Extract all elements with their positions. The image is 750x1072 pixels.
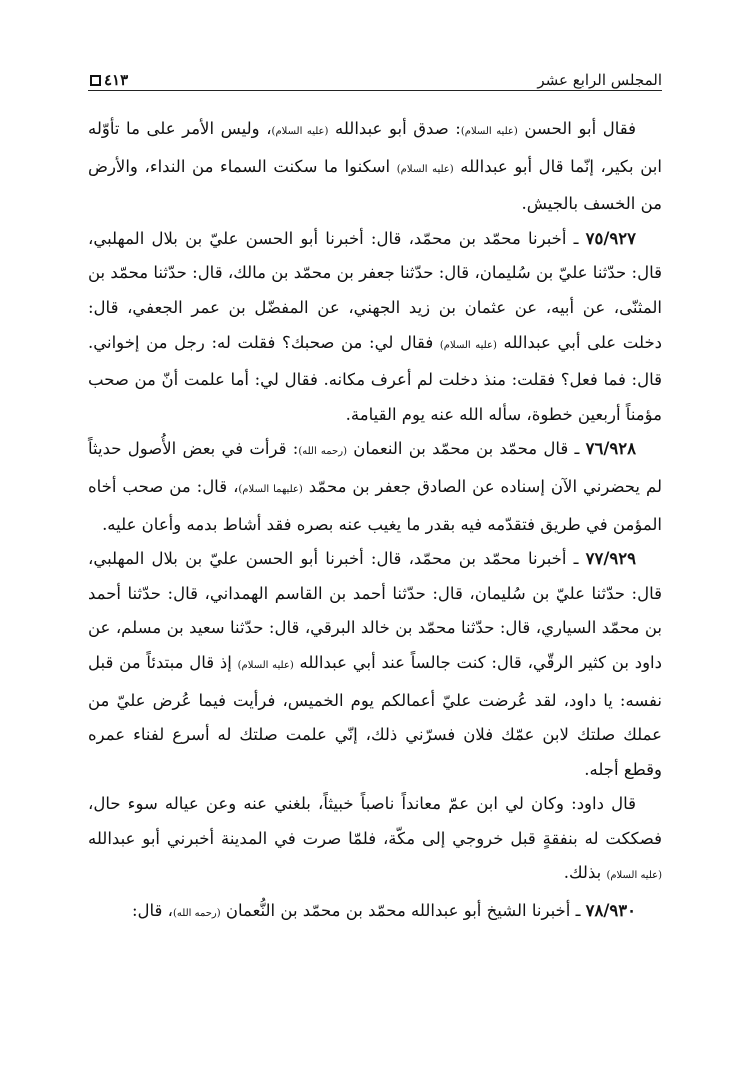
text-segment: : قرأت في بعض الأُصول حديثاً لم يحضرني الآن إسناده عن الصادق جعفر بن محمّد <box>88 439 663 496</box>
hadith-number: ٧٥/٩٢٧ <box>585 228 636 248</box>
text-segment: ، قال: <box>131 901 174 921</box>
text-segment: فقال لي: من صحبك؟ فقلت له: رجل من إخواني. قال: فما فعل؟ فقلت: منذ دخلت لم أعرف مكانه. فقال لي: أما علمت أنّ من صحب مؤمناً أربعين خطوة، سأله الله عنه يوم القيامة. <box>88 332 662 424</box>
text-segment: بذلك. <box>563 863 607 883</box>
text-segment: فقال أبو الحسن <box>517 119 636 138</box>
hadith-number: ٧٨/٩٣٠ <box>585 901 636 921</box>
honorific: (عليه السلام) <box>396 163 454 175</box>
hadith-number: ٧٦/٩٢٨ <box>585 439 636 459</box>
text-segment: قال داود: وكان لي ابن عمّ معانداً ناصباً خبيثاً، بلغني عنه وعن عياله سوء حال، فصككت له بنفقةٍ قبل خروجي إلى مكّة، فلمّا صرت في المدينة أخبرني أبو عبدالله <box>88 794 662 848</box>
honorific: (عليه السلام) <box>606 870 662 882</box>
text-segment: ، قال: من صحب أخاه المؤمن في طريق فتقدّمه فيه بقدر ما يغيب عنه بصره فقد أشاط بدمه وأعان عليه. <box>88 476 662 534</box>
honorific: (رحمه الله) <box>173 908 221 920</box>
text-segment: إذ قال مبتدئاً من قبل نفسه: يا داود، لقد عُرضت عليّ أعمالكم يوم الخميس، فرأيت فيما عُرض عليّ من عملك صلتك لابن عمّك فلان فسرّني ذلك، إنّي علمت صلتك له أسرع لفناء عمره وقطع أجله. <box>88 652 662 779</box>
page-number-label: ٤١٣ <box>104 71 129 89</box>
honorific: (عليه السلام) <box>237 659 294 671</box>
text-segment: ـ أخبرنا محمّد بن محمّد، قال: أخبرنا أبو الحسن عليّ بن بلال المهلبي، قال: حدّثنا عليّ بن سُليمان، قال: حدّثنا أحمد بن القاسم الهمداني، قال: حدّثنا أحمد بن محمّد السياري، قال: حدّثنا محمّد بن خالد البرقي، قال: حدّثنا سعيد بن مسلم، عن داود بن كثير الرقّي، قال: كنت جالساً عند أبي عبدالله <box>88 549 662 672</box>
honorific: (عليهما السلام) <box>238 483 303 495</box>
text-segment: ـ قال محمّد بن محمّد بن النعمان <box>346 439 586 459</box>
hadith-number: ٧٧/٩٢٩ <box>585 549 636 569</box>
text-segment: ـ أخبرنا الشيخ أبو عبدالله محمّد بن محمّد بن النُّعمان <box>220 901 586 921</box>
text-segment: ـ أخبرنا محمّد بن محمّد، قال: أخبرنا أبو الحسن عليّ بن بلال المهلبي، قال: حدّثنا عليّ بن سُليمان، قال: حدّثنا جعفر بن محمّد بن مالك، قال: حدّثنا محمّد بن المثنّى، عن أبيه، عن عثمان بن زيد الجهني، عن المفضّل بن عمر الجعفي، قال: دخلت على أبي عبدالله <box>88 228 662 352</box>
paragraph <box>88 432 662 542</box>
honorific: (عليه السلام) <box>460 126 518 137</box>
honorific: (رحمه الله) <box>298 446 347 458</box>
text-segment: اسكنوا ما سكنت السماء من النداء، والأرض من الخسف بالجيش. <box>88 156 662 214</box>
page-header <box>90 55 662 89</box>
square-icon <box>90 75 101 86</box>
paragraph <box>88 112 662 222</box>
paragraph <box>88 542 662 787</box>
paragraph <box>88 894 662 932</box>
honorific: (عليه السلام) <box>439 339 497 351</box>
paragraph <box>88 222 662 433</box>
text-segment: ، وليس الأمر على ما تأوّله ابن بكير، إنّما قال أبو عبدالله <box>88 119 662 176</box>
honorific: (عليه السلام) <box>271 126 329 137</box>
text-segment: : صدق أبو عبدالله <box>328 119 461 138</box>
page-body <box>88 112 662 932</box>
page-number <box>90 71 128 89</box>
header-rule <box>88 90 662 91</box>
chapter-title: المجلس الرابع عشر <box>537 71 662 89</box>
paragraph <box>88 787 662 894</box>
